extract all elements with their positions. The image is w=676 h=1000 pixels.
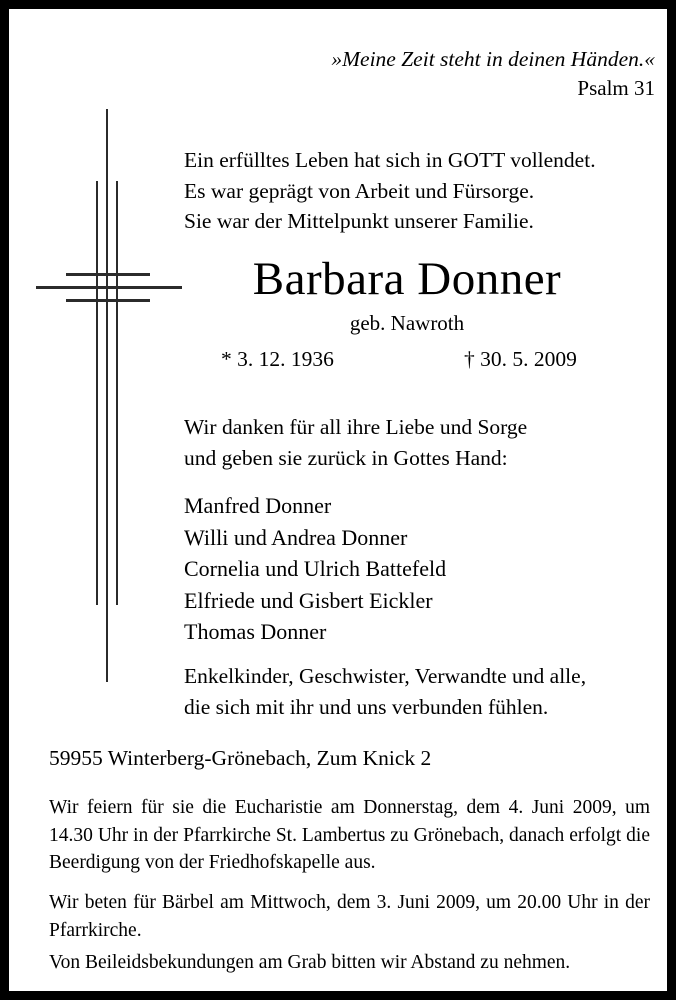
thanks-line-1: Wir danken für all ihre Liebe und Sorge — [184, 415, 528, 439]
intro-tribute-block — [184, 145, 654, 237]
intro-line-1: Ein erfülltes Leben hat sich in GOTT vollendet. — [184, 148, 596, 172]
scripture-quote-block — [39, 45, 655, 102]
extended-family-line-2: die sich mit ihr und uns verbunden fühlen. — [184, 694, 549, 719]
list-item: Manfred Donner — [184, 493, 332, 518]
birth-date: * 3. 12. 1936 — [221, 347, 334, 371]
scripture-quote-text: »Meine Zeit steht in deinen Händen.« — [331, 47, 655, 71]
cross-horizontal-upper-stroke — [66, 273, 150, 276]
notice-inner-area — [9, 9, 667, 991]
deceased-name-block — [159, 252, 655, 374]
survivors-list — [184, 490, 664, 648]
cross-horizontal-lower-stroke — [66, 299, 150, 302]
extended-family-block — [184, 661, 664, 722]
intro-line-2: Es war geprägt von Arbeit und Fürsorge. — [184, 178, 535, 203]
service-paragraph-text: Wir feiern für sie die Eucharistie am Donnerstag, dem 4. Juni 2009, um 14.30 Uhr in der Pfarrkirche St. Lambertus zu Grönebach, danach erfolgt die Beerdigung von der Friedhofskapelle aus. — [49, 797, 650, 873]
cross-vertical-center-stroke — [106, 109, 108, 682]
condolence-paragraph-text: Von Beileidsbekundungen am Grab bitten wir Abstand zu nehmen. — [49, 952, 571, 973]
death-date: † 30. 5. 2009 — [464, 347, 577, 371]
deceased-maiden-name: geb. Nawroth — [349, 311, 465, 335]
extended-family-line-1: Enkelkinder, Geschwister, Verwandte und alle, — [184, 664, 587, 688]
prayer-paragraph — [49, 889, 650, 944]
scripture-quote-source: Psalm 31 — [577, 76, 655, 100]
list-item: Cornelia und Ulrich Battefeld — [184, 556, 447, 581]
cross-icon — [27, 101, 197, 686]
cross-vertical-right-stroke — [116, 181, 118, 605]
list-item: Thomas Donner — [184, 619, 327, 644]
intro-line-3: Sie war der Mittelpunkt unserer Familie. — [184, 209, 534, 233]
service-paragraph — [49, 794, 650, 877]
life-dates — [159, 344, 655, 374]
list-item: Elfriede und Gisbert Eickler — [184, 587, 433, 613]
deceased-name: Barbara Donner — [252, 253, 562, 305]
thanks-block — [184, 412, 664, 473]
list-item: Willi und Andrea Donner — [184, 524, 408, 550]
thanks-line-2: und geben sie zurück in Gottes Hand: — [184, 445, 508, 470]
cross-vertical-left-stroke — [96, 181, 98, 605]
condolence-paragraph — [49, 949, 650, 977]
address-line: 59955 Winterberg-Grönebach, Zum Knick 2 — [49, 746, 432, 770]
prayer-paragraph-text: Wir beten für Bärbel am Mittwoch, dem 3. Juni 2009, um 20.00 Uhr in der Pfarrkirche. — [49, 892, 650, 941]
